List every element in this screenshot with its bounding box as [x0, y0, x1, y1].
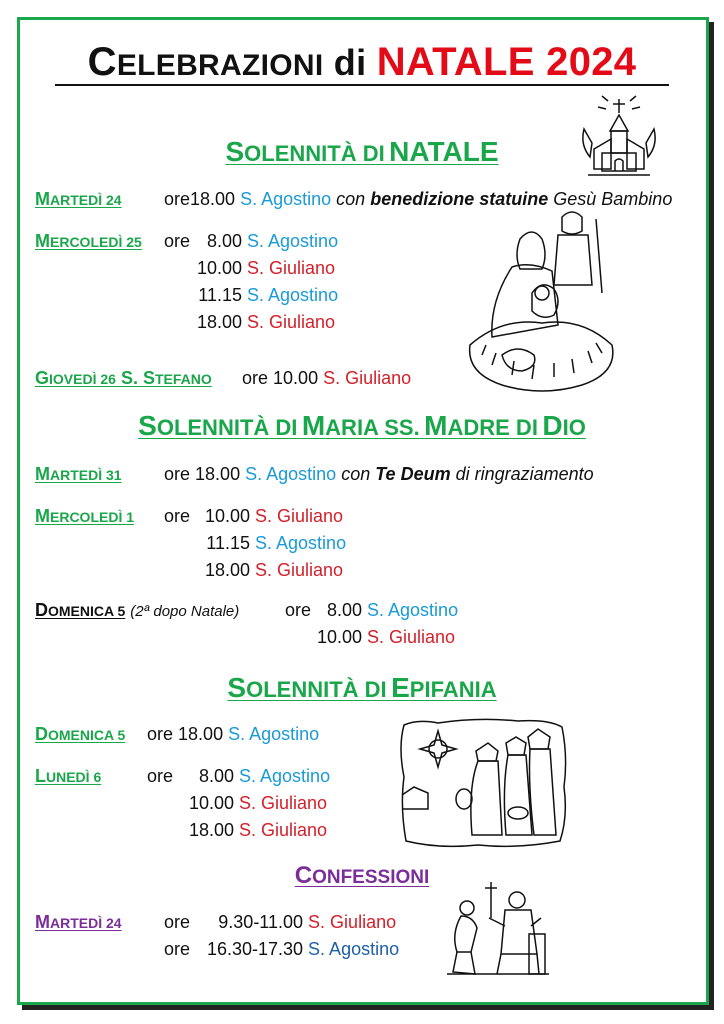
row-domenica-5-epifania	[35, 724, 125, 745]
nativity-illustration	[462, 205, 620, 397]
row-martedi-24-detail: ore18.00 S. Agostino con benedizione statuine Gesù Bambino	[164, 189, 673, 209]
row-lunedi-6	[35, 766, 101, 787]
label-ore: ore	[147, 766, 174, 786]
list-item: 11.15 S. Agostino	[206, 533, 347, 553]
day-domenica-5: DOMENICA 5	[35, 600, 126, 620]
label-ore: ore	[285, 600, 312, 620]
title-underline	[55, 84, 669, 86]
list-item: 18.00 S. Giuliano	[196, 312, 336, 332]
label-ore: ore	[164, 231, 191, 251]
list-item: 8.00 S. Agostino	[206, 231, 339, 251]
section-title-maria: SOLENNITÀ DI MARIA SS. MADRE DI DIO	[138, 410, 586, 441]
row-domenica-5-epifania-detail: ore 18.00 S. Agostino	[147, 724, 320, 744]
list-item: ore 16.30-17.30 S. Agostino	[164, 939, 400, 959]
title-word-di: di	[333, 42, 367, 83]
row-giovedi-26	[35, 368, 212, 389]
row-martedi-31	[35, 464, 122, 485]
day-domenica-5: DOMENICA 5	[35, 724, 126, 744]
day-mercoledi-25: MERCOLEDÌ 25	[35, 231, 142, 251]
list-item: 18.00 S. Giuliano	[188, 820, 328, 840]
row-confessioni-martedi-24	[35, 912, 122, 933]
row-mercoledi-25	[35, 231, 142, 252]
page-title	[0, 40, 724, 85]
day-martedi-24: MARTEDÌ 24	[35, 912, 122, 932]
title-initial: C	[87, 40, 117, 84]
section-title-natale: SOLENNITÀ DI NATALE	[225, 136, 499, 167]
section-title-epifania: SOLENNITÀ DI EPIFANIA	[227, 672, 497, 703]
row-martedi-31-detail: ore 18.00 S. Agostino con Te Deum di ringraziamento	[164, 464, 594, 484]
day-martedi-24: MARTEDÌ 24	[35, 189, 122, 209]
list-item: 8.00 S. Agostino	[326, 600, 459, 620]
day-giovedi-26: GIOVEDÌ 26 S. STEFANO	[35, 368, 212, 388]
list-item: 11.15 S. Agostino	[198, 285, 339, 305]
row-mercoledi-1	[35, 506, 134, 527]
row-domenica-5-natale: DOMENICA 5 (2ª dopo Natale)	[35, 600, 240, 620]
list-item: 10.00 S. Giuliano	[204, 506, 344, 526]
list-item: 10.00 S. Giuliano	[316, 627, 456, 647]
list-item: 10.00 S. Giuliano	[188, 793, 328, 813]
list-item: 10.00 S. Giuliano	[196, 258, 336, 278]
day-martedi-31: MARTEDÌ 31	[35, 464, 122, 484]
list-item: 8.00 S. Agostino	[198, 766, 331, 786]
confession-illustration	[445, 878, 553, 978]
row-martedi-24	[35, 189, 122, 210]
magi-illustration	[398, 717, 568, 849]
church-icon	[580, 95, 658, 183]
section-title-confessioni: CONFESSIONI	[294, 862, 430, 889]
label-ore: ore	[164, 506, 191, 526]
day-lunedi-6: LUNEDÌ 6	[35, 766, 102, 786]
row-giovedi-26-detail: ore 10.00 S. Giuliano	[242, 368, 412, 388]
title-word-celebrazioni: ELEBRAZIONI	[116, 49, 324, 82]
list-item: 18.00 S. Giuliano	[204, 560, 344, 580]
title-word-natale: NATALE 2024	[376, 40, 637, 84]
day-mercoledi-1: MERCOLEDÌ 1	[35, 506, 135, 526]
list-item: ore 9.30-11.00 S. Giuliano	[164, 912, 397, 932]
